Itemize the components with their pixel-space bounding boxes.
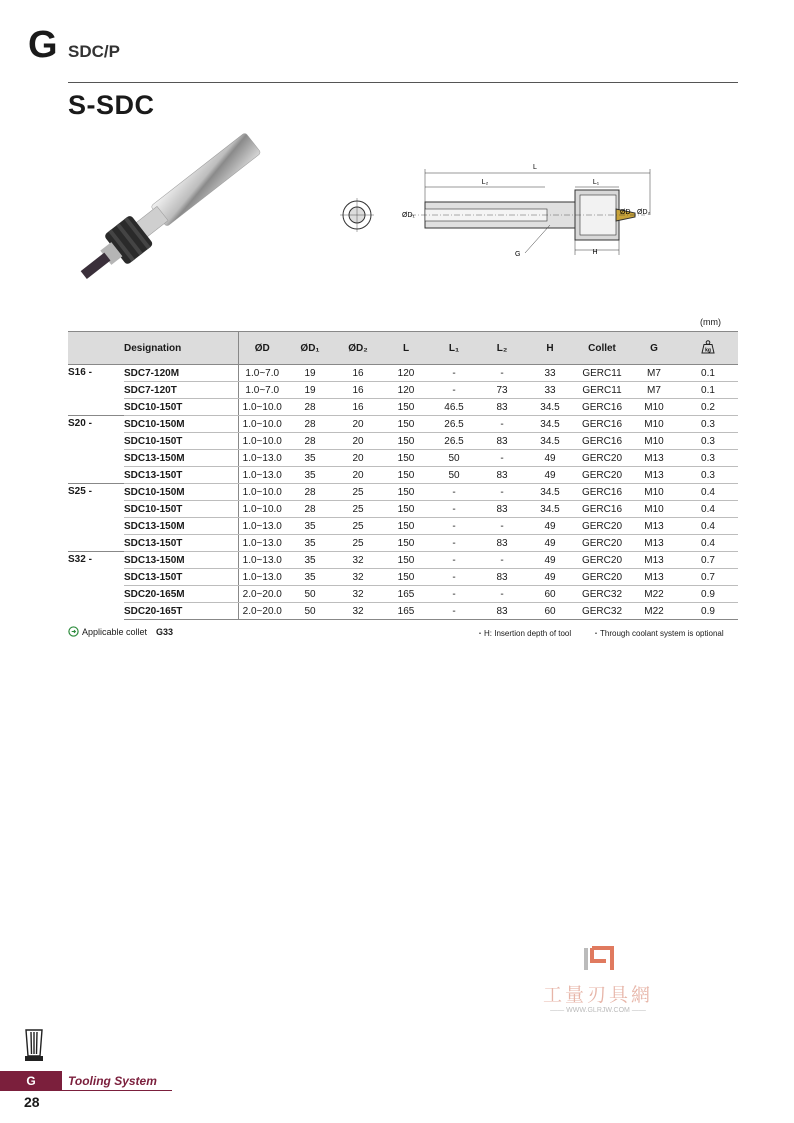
value-cell: M13 (630, 552, 678, 569)
value-cell: 35 (286, 569, 334, 586)
value-cell: - (478, 552, 526, 569)
value-cell: 20 (334, 450, 382, 467)
value-cell: 20 (334, 433, 382, 450)
value-cell: GERC20 (574, 552, 630, 569)
value-cell: - (430, 569, 478, 586)
dim-label-D: ØD (620, 209, 631, 216)
value-cell: 0.4 (678, 518, 738, 535)
watermark-url: —— WWW.GLRJW.COM —— (550, 1007, 646, 1014)
value-cell: - (430, 518, 478, 535)
value-cell: - (430, 535, 478, 552)
value-cell: - (478, 586, 526, 603)
value-cell: GERC16 (574, 416, 630, 433)
value-cell: M13 (630, 569, 678, 586)
value-cell: 50 (430, 467, 478, 484)
group-label: S25 - (68, 484, 124, 552)
value-cell: 150 (382, 484, 430, 501)
value-cell: GERC20 (574, 518, 630, 535)
group-label: S16 - (68, 365, 124, 416)
value-cell: 1.0~13.0 (238, 518, 286, 535)
designation-cell: SDC10-150T (124, 501, 238, 518)
designation-cell: SDC10-150M (124, 416, 238, 433)
table-row (68, 416, 738, 433)
designation-cell: SDC20-165M (124, 586, 238, 603)
value-cell: 1.0~13.0 (238, 569, 286, 586)
value-cell: 26.5 (430, 433, 478, 450)
table-row (68, 501, 738, 518)
technical-drawing (330, 155, 730, 265)
arrow-circle-icon (68, 626, 79, 637)
value-cell: 0.1 (678, 382, 738, 399)
designation-cell: SDC13-150M (124, 450, 238, 467)
value-cell: M13 (630, 535, 678, 552)
header-cell: Collet (574, 332, 630, 365)
value-cell: GERC16 (574, 484, 630, 501)
value-cell: 0.3 (678, 433, 738, 450)
value-cell: M10 (630, 484, 678, 501)
value-cell: 26.5 (430, 416, 478, 433)
header-cell: G (630, 332, 678, 365)
header-cell: ØD (238, 332, 286, 365)
value-cell: 150 (382, 467, 430, 484)
value-cell: - (478, 450, 526, 467)
value-cell: 83 (478, 433, 526, 450)
watermark-text: 工量刃具網 (542, 985, 653, 1006)
header-cell: L₁ (430, 332, 478, 365)
dim-label-D2: ØD₂ (637, 209, 651, 216)
value-cell: 150 (382, 450, 430, 467)
value-cell: 49 (526, 569, 574, 586)
value-cell: 0.3 (678, 467, 738, 484)
svg-text:kg: kg (705, 347, 711, 353)
value-cell: 49 (526, 535, 574, 552)
value-cell: 32 (334, 586, 382, 603)
value-cell: 25 (334, 484, 382, 501)
value-cell: 0.4 (678, 535, 738, 552)
header-divider (68, 82, 738, 83)
value-cell: M10 (630, 399, 678, 416)
value-cell: 25 (334, 518, 382, 535)
table-header-row (68, 332, 738, 365)
value-cell: 0.7 (678, 569, 738, 586)
value-cell: - (430, 501, 478, 518)
value-cell: M22 (630, 603, 678, 620)
value-cell: 50 (286, 586, 334, 603)
value-cell: 0.3 (678, 416, 738, 433)
value-cell: 0.9 (678, 586, 738, 603)
value-cell: 50 (286, 603, 334, 620)
value-cell: - (478, 365, 526, 382)
value-cell: M13 (630, 467, 678, 484)
value-cell: GERC32 (574, 586, 630, 603)
value-cell: 34.5 (526, 484, 574, 501)
value-cell: 16 (334, 399, 382, 416)
value-cell: 28 (286, 399, 334, 416)
designation-cell: SDC7-120M (124, 365, 238, 382)
weight-kg-icon (699, 340, 717, 354)
value-cell: 0.4 (678, 501, 738, 518)
value-cell: 83 (478, 569, 526, 586)
value-cell: 35 (286, 450, 334, 467)
end-view (340, 198, 374, 232)
value-cell: GERC16 (574, 433, 630, 450)
designation-cell: SDC13-150M (124, 518, 238, 535)
value-cell: 33 (526, 365, 574, 382)
value-cell: 0.9 (678, 603, 738, 620)
value-cell: 49 (526, 450, 574, 467)
dim-label-G: G (515, 251, 521, 258)
table-row (68, 399, 738, 416)
value-cell: 1.0~10.0 (238, 433, 286, 450)
product-title: S-SDC (68, 90, 155, 120)
value-cell: GERC16 (574, 501, 630, 518)
value-cell: - (430, 365, 478, 382)
applicable-collet-note (68, 626, 173, 637)
table-row (68, 450, 738, 467)
value-cell: - (430, 382, 478, 399)
value-cell: 19 (286, 382, 334, 399)
value-cell: 150 (382, 399, 430, 416)
value-cell: 32 (334, 569, 382, 586)
dim-label-L: L (533, 164, 537, 171)
value-cell: 34.5 (526, 501, 574, 518)
value-cell: 2.0~20.0 (238, 603, 286, 620)
table-row (68, 484, 738, 501)
value-cell: 150 (382, 433, 430, 450)
designation-cell: SDC10-150T (124, 433, 238, 450)
value-cell: 20 (334, 416, 382, 433)
value-cell: 28 (286, 433, 334, 450)
value-cell: - (430, 552, 478, 569)
table-row (68, 467, 738, 484)
value-cell: 150 (382, 535, 430, 552)
note-coolant: ・Through coolant system is optional (592, 629, 724, 638)
header-cell: L (382, 332, 430, 365)
unit-label: (mm) (700, 317, 721, 327)
value-cell: 35 (286, 467, 334, 484)
table-row (68, 433, 738, 450)
dim-label-L1: L₁ (592, 179, 600, 186)
value-cell: 34.5 (526, 433, 574, 450)
value-cell: 120 (382, 382, 430, 399)
note-insertion-depth: ・H: Insertion depth of tool (476, 629, 572, 638)
value-cell: - (478, 518, 526, 535)
group-label: S32 - (68, 552, 124, 620)
header-cell-group (68, 332, 124, 365)
value-cell: 28 (286, 416, 334, 433)
designation-cell: SDC10-150T (124, 399, 238, 416)
value-cell: 83 (478, 501, 526, 518)
designation-cell: SDC7-120T (124, 382, 238, 399)
value-cell: 28 (286, 501, 334, 518)
table-row (68, 586, 738, 603)
collet-chuck-icon (22, 1028, 46, 1062)
header-cell: L₂ (478, 332, 526, 365)
value-cell: 60 (526, 586, 574, 603)
header-cell-weight (678, 332, 738, 365)
value-cell: M13 (630, 518, 678, 535)
value-cell: 16 (334, 382, 382, 399)
designation-cell: SDC13-150T (124, 569, 238, 586)
designation-cell: SDC10-150M (124, 484, 238, 501)
value-cell: 73 (478, 382, 526, 399)
value-cell: GERC20 (574, 467, 630, 484)
value-cell: 150 (382, 569, 430, 586)
table-row (68, 535, 738, 552)
value-cell: 1.0~13.0 (238, 450, 286, 467)
value-cell: GERC11 (574, 382, 630, 399)
watermark (528, 945, 668, 1014)
value-cell: 60 (526, 603, 574, 620)
value-cell: 150 (382, 416, 430, 433)
value-cell: 25 (334, 535, 382, 552)
designation-cell: SDC13-150T (124, 535, 238, 552)
value-cell: 0.4 (678, 484, 738, 501)
value-cell: 2.0~20.0 (238, 586, 286, 603)
value-cell: 35 (286, 552, 334, 569)
designation-cell: SDC13-150T (124, 467, 238, 484)
section-tab-line (62, 1090, 172, 1091)
value-cell: 16 (334, 365, 382, 382)
table-row (68, 603, 738, 620)
value-cell: GERC16 (574, 399, 630, 416)
value-cell: 1.0~13.0 (238, 467, 286, 484)
value-cell: 1.0~10.0 (238, 416, 286, 433)
dim-label-L2: L₂ (481, 179, 489, 186)
product-photo (70, 115, 280, 295)
value-cell: 165 (382, 586, 430, 603)
value-cell: 165 (382, 603, 430, 620)
value-cell: 1.0~10.0 (238, 501, 286, 518)
value-cell: 34.5 (526, 399, 574, 416)
value-cell: 0.1 (678, 365, 738, 382)
value-cell: - (430, 586, 478, 603)
value-cell: M22 (630, 586, 678, 603)
header-cell: H (526, 332, 574, 365)
designation-cell: SDC13-150M (124, 552, 238, 569)
value-cell: 49 (526, 467, 574, 484)
group-label: S20 - (68, 416, 124, 484)
value-cell: M10 (630, 501, 678, 518)
designation-cell: SDC20-165T (124, 603, 238, 620)
value-cell: 83 (478, 399, 526, 416)
value-cell: GERC20 (574, 535, 630, 552)
value-cell: 1.0~10.0 (238, 399, 286, 416)
header-cell: ØD₂ (334, 332, 382, 365)
value-cell: 83 (478, 467, 526, 484)
value-cell: 35 (286, 518, 334, 535)
value-cell: - (478, 484, 526, 501)
value-cell: M7 (630, 365, 678, 382)
watermark-logo-icon (578, 945, 618, 975)
value-cell: 25 (334, 501, 382, 518)
value-cell: 1.0~10.0 (238, 484, 286, 501)
value-cell: 0.3 (678, 450, 738, 467)
value-cell: - (478, 416, 526, 433)
value-cell: 0.2 (678, 399, 738, 416)
table-row (68, 382, 738, 399)
header-cell: Designation (124, 332, 238, 365)
value-cell: 34.5 (526, 416, 574, 433)
section-letter: G (28, 24, 58, 66)
table-row (68, 518, 738, 535)
value-cell: - (430, 603, 478, 620)
value-cell: M10 (630, 433, 678, 450)
table-row (68, 569, 738, 586)
value-cell: 35 (286, 535, 334, 552)
table-row (68, 365, 738, 382)
table-row (68, 552, 738, 569)
value-cell: 49 (526, 552, 574, 569)
side-view (410, 190, 645, 240)
value-cell: 50 (430, 450, 478, 467)
value-cell: 150 (382, 518, 430, 535)
value-cell: 32 (334, 603, 382, 620)
value-cell: 83 (478, 535, 526, 552)
value-cell: 1.0~7.0 (238, 382, 286, 399)
header-cell: ØD₁ (286, 332, 334, 365)
value-cell: GERC11 (574, 365, 630, 382)
value-cell: 150 (382, 552, 430, 569)
value-cell: 28 (286, 484, 334, 501)
page-number: 28 (24, 1094, 40, 1110)
section-tab[interactable]: G (0, 1071, 62, 1091)
value-cell: 1.0~13.0 (238, 535, 286, 552)
section-subtitle: SDC/P (68, 42, 120, 61)
value-cell: GERC20 (574, 450, 630, 467)
value-cell: 83 (478, 603, 526, 620)
value-cell: 120 (382, 365, 430, 382)
section-tab-label: Tooling System (68, 1074, 157, 1088)
spec-table (68, 331, 738, 620)
dim-label-H: H (592, 249, 598, 256)
value-cell: M7 (630, 382, 678, 399)
value-cell: M13 (630, 450, 678, 467)
value-cell: 150 (382, 501, 430, 518)
value-cell: 1.0~13.0 (238, 552, 286, 569)
value-cell: GERC32 (574, 603, 630, 620)
applicable-collet-label: Applicable collet (82, 626, 148, 637)
value-cell: 20 (334, 467, 382, 484)
dim-label-D1: ØD₁ (402, 212, 415, 219)
value-cell: 33 (526, 382, 574, 399)
value-cell: 1.0~7.0 (238, 365, 286, 382)
value-cell: 46.5 (430, 399, 478, 416)
value-cell: - (430, 484, 478, 501)
value-cell: 49 (526, 518, 574, 535)
value-cell: GERC20 (574, 569, 630, 586)
value-cell: 32 (334, 552, 382, 569)
value-cell: M10 (630, 416, 678, 433)
value-cell: 19 (286, 365, 334, 382)
applicable-collet-page[interactable]: G33 (156, 626, 174, 637)
value-cell: 0.7 (678, 552, 738, 569)
